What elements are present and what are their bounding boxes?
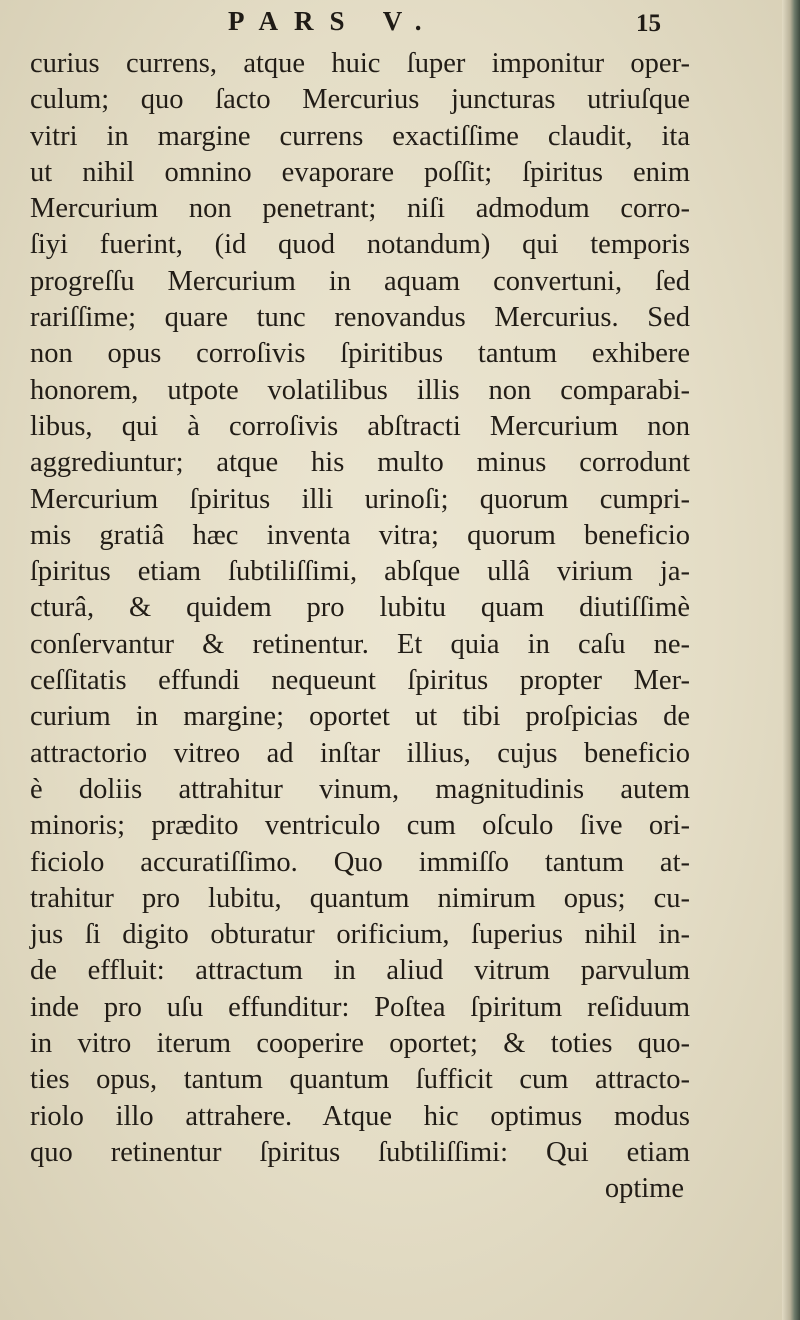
text-line: de effluit: attractum in aliud vitrum parvulum: [30, 955, 690, 987]
text-line: curius currens, atque huic ſuper imponitur oper-: [30, 48, 690, 79]
text-line: è doliis attrahitur vinum, magnitudinis autem: [30, 773, 690, 805]
text-line: progreſſu Mercurium in aquam convertuni, ſed: [30, 265, 690, 297]
text-line: conſervantur & retinentur. Et quia in caſu ne-: [30, 628, 690, 660]
running-head: PARS V.: [228, 6, 438, 36]
text-line: aggrediuntur; atque his multo minus corrodunt: [30, 447, 690, 479]
text-line: rariſſime; quare tunc renovandus Mercurius. Sed: [30, 302, 690, 334]
text-line: ceſſitatis effundi nequeunt ſpiritus propter Mer-: [30, 665, 690, 697]
text-line: in vitro iterum cooperire oportet; & toties quo-: [30, 1028, 690, 1060]
text-line: non opus corroſivis ſpiritibus tantum exhibere: [30, 338, 690, 370]
text-line: quo retinentur ſpiritus ſubtiliſſimi: Qui etiam: [30, 1136, 690, 1168]
text-line: Mercurium ſpiritus illi urinoſi; quorum cumpri-: [30, 483, 690, 515]
text-line: vitri in margine currens exactiſſime claudit, ita: [30, 120, 690, 152]
text-line: attractorio vitreo ad inſtar illius, cujus beneficio: [30, 737, 690, 769]
text-line: ſpiritus etiam ſubtiliſſimi, abſque ullâ virium ja-: [30, 556, 690, 588]
text-line: ſiyi fuerint, (id quod notandum) qui temporis: [30, 229, 690, 261]
page-number: 15: [636, 10, 661, 37]
text-line: honorem, utpote volatilibus illis non comparabi-: [30, 374, 690, 406]
text-line: Mercurium non penetrant; niſi admodum corro-: [30, 193, 690, 225]
text-line: riolo illo attrahere. Atque hic optimus modus: [30, 1100, 690, 1132]
text-line: inde pro uſu effunditur: Poſtea ſpiritum reſiduum: [30, 991, 690, 1023]
body-text: [30, 46, 690, 1208]
text-line: curium in margine; oportet ut tibi proſpicias de: [30, 701, 690, 733]
text-line: jus ſi digito obturatur orificium, ſuperius nihil in-: [30, 919, 690, 951]
text-line: ties opus, tantum quantum ſufficit cum attracto-: [30, 1064, 690, 1096]
text-line: cturâ, & quidem pro lubitu quam diutiſſimè: [30, 592, 690, 624]
page-header: [0, 4, 800, 46]
catchword: optime: [604, 1173, 684, 1205]
text-line: culum; quo ſacto Mercurius juncturas utriuſque: [30, 84, 690, 116]
text-line: trahitur pro lubitu, quantum nimirum opus; cu-: [30, 882, 690, 914]
text-line: ficiolo accuratiſſimo. Quo immiſſo tantum at-: [30, 846, 690, 878]
text-line: ut nihil omnino evaporare poſſit; ſpiritus enim: [30, 156, 690, 188]
text-line: libus, qui à corroſivis abſtracti Mercurium non: [30, 410, 690, 442]
text-line: minoris; prædito ventriculo cum oſculo ſive ori-: [30, 810, 690, 842]
text-line: mis gratiâ hæc inventa vitra; quorum beneficio: [30, 519, 690, 551]
binding-edge: [782, 0, 800, 1320]
